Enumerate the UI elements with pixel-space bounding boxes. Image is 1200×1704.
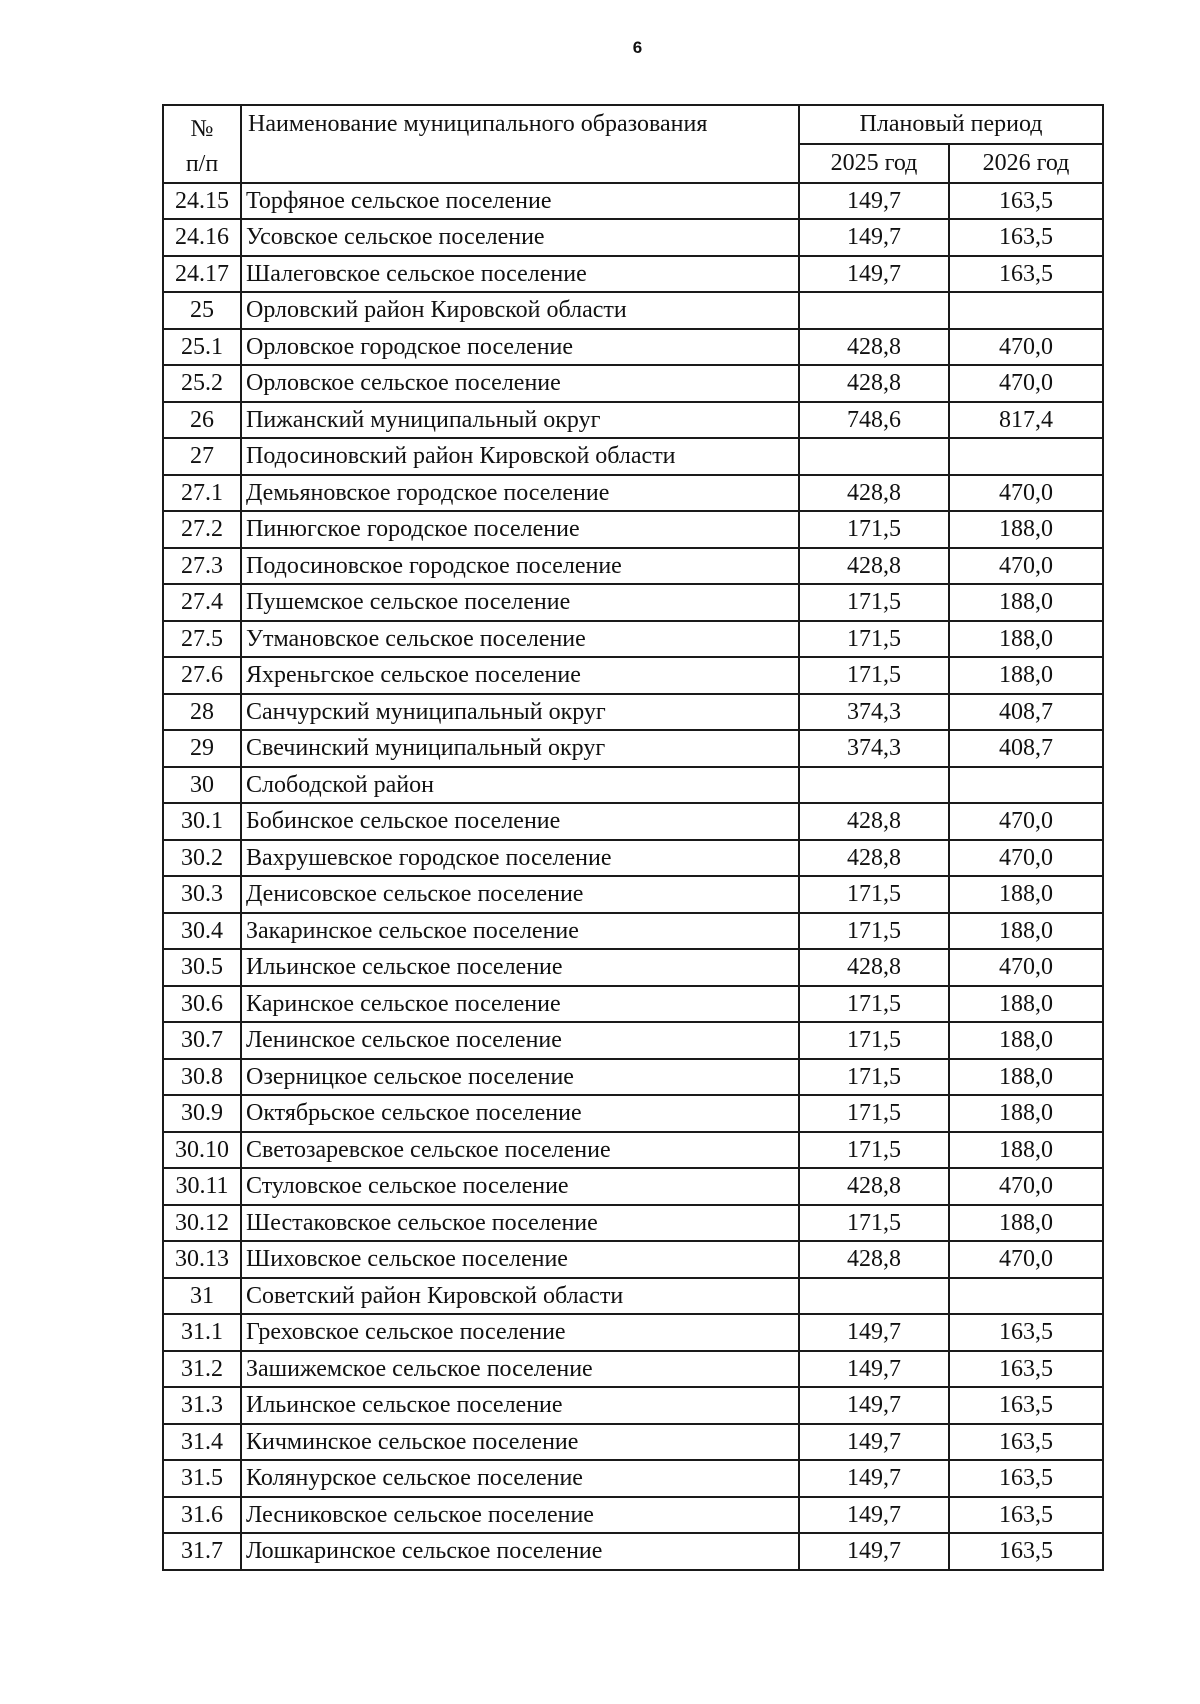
row-number-cell: 24.17 xyxy=(163,256,241,293)
municipality-name-cell: Санчурский муниципальный округ xyxy=(241,694,799,731)
value-2025-cell: 149,7 xyxy=(799,219,949,256)
table-row xyxy=(163,548,1103,585)
municipality-name-cell: Советский район Кировской области xyxy=(241,1278,799,1315)
value-2026-cell: 188,0 xyxy=(949,584,1103,621)
value-2026-cell: 188,0 xyxy=(949,876,1103,913)
value-2025-cell xyxy=(799,438,949,475)
table-row xyxy=(163,876,1103,913)
value-2026-cell: 188,0 xyxy=(949,1095,1103,1132)
municipality-name-cell: Усовское сельское поселение xyxy=(241,219,799,256)
value-2026-cell xyxy=(949,1278,1103,1315)
municipality-name-cell: Пинюгское городское поселение xyxy=(241,511,799,548)
row-number-cell: 31.6 xyxy=(163,1497,241,1534)
value-2025-cell: 149,7 xyxy=(799,1314,949,1351)
value-2025-cell: 171,5 xyxy=(799,1095,949,1132)
municipality-name-cell: Стуловское сельское поселение xyxy=(241,1168,799,1205)
value-2026-cell: 188,0 xyxy=(949,1022,1103,1059)
table-row xyxy=(163,1095,1103,1132)
municipality-name-cell: Ильинское сельское поселение xyxy=(241,1387,799,1424)
value-2025-cell: 171,5 xyxy=(799,913,949,950)
value-2025-cell: 428,8 xyxy=(799,475,949,512)
value-2025-cell: 428,8 xyxy=(799,1241,949,1278)
row-number-cell: 31.3 xyxy=(163,1387,241,1424)
row-number-cell: 25.2 xyxy=(163,365,241,402)
row-number-cell: 30.4 xyxy=(163,913,241,950)
value-2026-cell: 470,0 xyxy=(949,840,1103,877)
municipality-name-cell: Светозаревское сельское поселение xyxy=(241,1132,799,1169)
municipality-name-cell: Орловский район Кировской области xyxy=(241,292,799,329)
row-number-cell: 30.12 xyxy=(163,1205,241,1242)
table-row xyxy=(163,840,1103,877)
municipality-name-cell: Шалеговское сельское поселение xyxy=(241,256,799,293)
value-2025-cell: 374,3 xyxy=(799,694,949,731)
row-number-cell: 27.6 xyxy=(163,657,241,694)
value-2025-cell: 149,7 xyxy=(799,1387,949,1424)
municipality-name-cell: Орловское сельское поселение xyxy=(241,365,799,402)
row-number-cell: 28 xyxy=(163,694,241,731)
table-row xyxy=(163,1497,1103,1534)
value-2025-cell xyxy=(799,767,949,804)
header-year-2026: 2026 год xyxy=(949,144,1103,183)
value-2026-cell: 163,5 xyxy=(949,1424,1103,1461)
municipality-name-cell: Вахрушевское городское поселение xyxy=(241,840,799,877)
row-number-cell: 31.2 xyxy=(163,1351,241,1388)
value-2025-cell: 171,5 xyxy=(799,1022,949,1059)
row-number-cell: 27.5 xyxy=(163,621,241,658)
value-2025-cell: 149,7 xyxy=(799,1424,949,1461)
value-2026-cell: 470,0 xyxy=(949,803,1103,840)
table-header xyxy=(163,105,1103,183)
row-number-cell: 30.5 xyxy=(163,949,241,986)
header-number-column xyxy=(163,105,241,183)
value-2025-cell: 428,8 xyxy=(799,949,949,986)
row-number-cell: 29 xyxy=(163,730,241,767)
municipality-name-cell: Озерницкое сельское поселение xyxy=(241,1059,799,1096)
municipality-name-cell: Ильинское сельское поселение xyxy=(241,949,799,986)
header-year-2025: 2025 год xyxy=(799,144,949,183)
row-number-cell: 30.10 xyxy=(163,1132,241,1169)
municipality-name-cell: Шестаковское сельское поселение xyxy=(241,1205,799,1242)
value-2025-cell xyxy=(799,1278,949,1315)
header-planning-period: Плановый период xyxy=(799,105,1103,144)
row-number-cell: 27.4 xyxy=(163,584,241,621)
municipality-name-cell: Утмановское сельское поселение xyxy=(241,621,799,658)
municipality-name-cell: Закаринское сельское поселение xyxy=(241,913,799,950)
value-2026-cell: 188,0 xyxy=(949,657,1103,694)
municipality-name-cell: Денисовское сельское поселение xyxy=(241,876,799,913)
value-2025-cell: 428,8 xyxy=(799,840,949,877)
value-2025-cell: 149,7 xyxy=(799,1351,949,1388)
value-2025-cell: 428,8 xyxy=(799,329,949,366)
table-row xyxy=(163,1314,1103,1351)
header-name-column: Наименование муниципального образования xyxy=(241,105,799,183)
table-row xyxy=(163,438,1103,475)
value-2026-cell: 188,0 xyxy=(949,1059,1103,1096)
municipality-name-cell: Бобинское сельское поселение xyxy=(241,803,799,840)
header-row-top xyxy=(163,105,1103,144)
row-number-cell: 27.3 xyxy=(163,548,241,585)
value-2026-cell: 188,0 xyxy=(949,511,1103,548)
value-2025-cell: 171,5 xyxy=(799,511,949,548)
value-2025-cell: 171,5 xyxy=(799,876,949,913)
page-number: 6 xyxy=(632,38,643,57)
row-number-cell: 31 xyxy=(163,1278,241,1315)
value-2026-cell: 188,0 xyxy=(949,1205,1103,1242)
row-number-cell: 30.8 xyxy=(163,1059,241,1096)
table-row xyxy=(163,1351,1103,1388)
value-2025-cell: 171,5 xyxy=(799,657,949,694)
row-number-cell: 30.3 xyxy=(163,876,241,913)
table-row xyxy=(163,1205,1103,1242)
row-number-cell: 30.6 xyxy=(163,986,241,1023)
value-2026-cell: 163,5 xyxy=(949,1533,1103,1570)
table-row xyxy=(163,329,1103,366)
value-2026-cell: 470,0 xyxy=(949,949,1103,986)
value-2026-cell: 408,7 xyxy=(949,694,1103,731)
table-row xyxy=(163,219,1103,256)
table-row xyxy=(163,694,1103,731)
value-2026-cell: 188,0 xyxy=(949,913,1103,950)
table-row xyxy=(163,511,1103,548)
value-2026-cell: 817,4 xyxy=(949,402,1103,439)
municipality-name-cell: Подосиновский район Кировской области xyxy=(241,438,799,475)
value-2026-cell: 188,0 xyxy=(949,621,1103,658)
value-2026-cell: 163,5 xyxy=(949,1497,1103,1534)
value-2026-cell: 188,0 xyxy=(949,986,1103,1023)
value-2026-cell: 470,0 xyxy=(949,329,1103,366)
value-2025-cell: 149,7 xyxy=(799,183,949,220)
row-number-cell: 25 xyxy=(163,292,241,329)
row-number-cell: 24.16 xyxy=(163,219,241,256)
municipality-name-cell: Свечинский муниципальный округ xyxy=(241,730,799,767)
value-2025-cell: 171,5 xyxy=(799,584,949,621)
table-row xyxy=(163,913,1103,950)
table-row xyxy=(163,292,1103,329)
table-row xyxy=(163,475,1103,512)
value-2025-cell: 149,7 xyxy=(799,1497,949,1534)
row-number-cell: 30.7 xyxy=(163,1022,241,1059)
municipality-name-cell: Кичминское сельское поселение xyxy=(241,1424,799,1461)
table-row xyxy=(163,1241,1103,1278)
table-row xyxy=(163,803,1103,840)
value-2025-cell: 171,5 xyxy=(799,986,949,1023)
value-2026-cell xyxy=(949,438,1103,475)
table-row xyxy=(163,402,1103,439)
value-2026-cell: 188,0 xyxy=(949,1132,1103,1169)
value-2026-cell: 470,0 xyxy=(949,1168,1103,1205)
municipality-name-cell: Подосиновское городское поселение xyxy=(241,548,799,585)
value-2026-cell: 163,5 xyxy=(949,256,1103,293)
value-2025-cell: 748,6 xyxy=(799,402,949,439)
table-body xyxy=(163,183,1103,1570)
municipality-name-cell: Каринское сельское поселение xyxy=(241,986,799,1023)
municipality-name-cell: Лошкаринское сельское поселение xyxy=(241,1533,799,1570)
table-row xyxy=(163,365,1103,402)
value-2026-cell xyxy=(949,292,1103,329)
row-number-cell: 31.7 xyxy=(163,1533,241,1570)
municipality-name-cell: Зашижемское сельское поселение xyxy=(241,1351,799,1388)
header-number-abbr: п/п xyxy=(185,150,219,177)
value-2025-cell: 171,5 xyxy=(799,1132,949,1169)
table-row xyxy=(163,256,1103,293)
row-number-cell: 31.4 xyxy=(163,1424,241,1461)
value-2026-cell: 470,0 xyxy=(949,1241,1103,1278)
municipality-name-cell: Ленинское сельское поселение xyxy=(241,1022,799,1059)
row-number-cell: 31.1 xyxy=(163,1314,241,1351)
table-row xyxy=(163,584,1103,621)
row-number-cell: 26 xyxy=(163,402,241,439)
table-row xyxy=(163,986,1103,1023)
value-2025-cell: 171,5 xyxy=(799,621,949,658)
value-2026-cell: 163,5 xyxy=(949,183,1103,220)
budget-table xyxy=(162,104,1104,1571)
table-row xyxy=(163,1132,1103,1169)
municipality-name-cell: Греховское сельское поселение xyxy=(241,1314,799,1351)
municipality-name-cell: Пушемское сельское поселение xyxy=(241,584,799,621)
value-2025-cell: 149,7 xyxy=(799,256,949,293)
municipality-name-cell: Яхреньгское сельское поселение xyxy=(241,657,799,694)
value-2026-cell: 163,5 xyxy=(949,1314,1103,1351)
value-2026-cell: 163,5 xyxy=(949,1351,1103,1388)
municipality-name-cell: Лесниковское сельское поселение xyxy=(241,1497,799,1534)
table-row xyxy=(163,1059,1103,1096)
value-2025-cell: 428,8 xyxy=(799,1168,949,1205)
table-row xyxy=(163,1533,1103,1570)
value-2026-cell: 470,0 xyxy=(949,365,1103,402)
table-row xyxy=(163,1278,1103,1315)
value-2025-cell: 428,8 xyxy=(799,365,949,402)
row-number-cell: 31.5 xyxy=(163,1460,241,1497)
municipality-name-cell: Шиховское сельское поселение xyxy=(241,1241,799,1278)
row-number-cell: 30.2 xyxy=(163,840,241,877)
value-2025-cell xyxy=(799,292,949,329)
value-2025-cell: 171,5 xyxy=(799,1205,949,1242)
value-2025-cell: 374,3 xyxy=(799,730,949,767)
row-number-cell: 24.15 xyxy=(163,183,241,220)
row-number-cell: 27.2 xyxy=(163,511,241,548)
row-number-cell: 27.1 xyxy=(163,475,241,512)
municipality-name-cell: Слободской район xyxy=(241,767,799,804)
row-number-cell: 27 xyxy=(163,438,241,475)
value-2026-cell xyxy=(949,767,1103,804)
municipality-name-cell: Демьяновское городское поселение xyxy=(241,475,799,512)
value-2026-cell: 163,5 xyxy=(949,219,1103,256)
value-2026-cell: 470,0 xyxy=(949,548,1103,585)
table-row xyxy=(163,183,1103,220)
table-row xyxy=(163,1460,1103,1497)
table-row xyxy=(163,767,1103,804)
value-2025-cell: 149,7 xyxy=(799,1460,949,1497)
table-row xyxy=(163,730,1103,767)
value-2026-cell: 470,0 xyxy=(949,475,1103,512)
row-number-cell: 30 xyxy=(163,767,241,804)
value-2025-cell: 149,7 xyxy=(799,1533,949,1570)
row-number-cell: 30.13 xyxy=(163,1241,241,1278)
municipality-name-cell: Октябрьское сельское поселение xyxy=(241,1095,799,1132)
header-number-sign: № xyxy=(190,116,214,142)
value-2026-cell: 408,7 xyxy=(949,730,1103,767)
table-row xyxy=(163,949,1103,986)
table-row xyxy=(163,657,1103,694)
row-number-cell: 30.11 xyxy=(163,1168,241,1205)
table-row xyxy=(163,1424,1103,1461)
table-row xyxy=(163,621,1103,658)
row-number-cell: 25.1 xyxy=(163,329,241,366)
value-2026-cell: 163,5 xyxy=(949,1460,1103,1497)
municipality-name-cell: Орловское городское поселение xyxy=(241,329,799,366)
table-row xyxy=(163,1022,1103,1059)
municipality-name-cell: Пижанский муниципальный округ xyxy=(241,402,799,439)
row-number-cell: 30.9 xyxy=(163,1095,241,1132)
value-2025-cell: 428,8 xyxy=(799,548,949,585)
value-2026-cell: 163,5 xyxy=(949,1387,1103,1424)
table-row xyxy=(163,1168,1103,1205)
municipality-name-cell: Торфяное сельское поселение xyxy=(241,183,799,220)
value-2025-cell: 428,8 xyxy=(799,803,949,840)
value-2025-cell: 171,5 xyxy=(799,1059,949,1096)
row-number-cell: 30.1 xyxy=(163,803,241,840)
municipality-name-cell: Колянурское сельское поселение xyxy=(241,1460,799,1497)
table-row xyxy=(163,1387,1103,1424)
